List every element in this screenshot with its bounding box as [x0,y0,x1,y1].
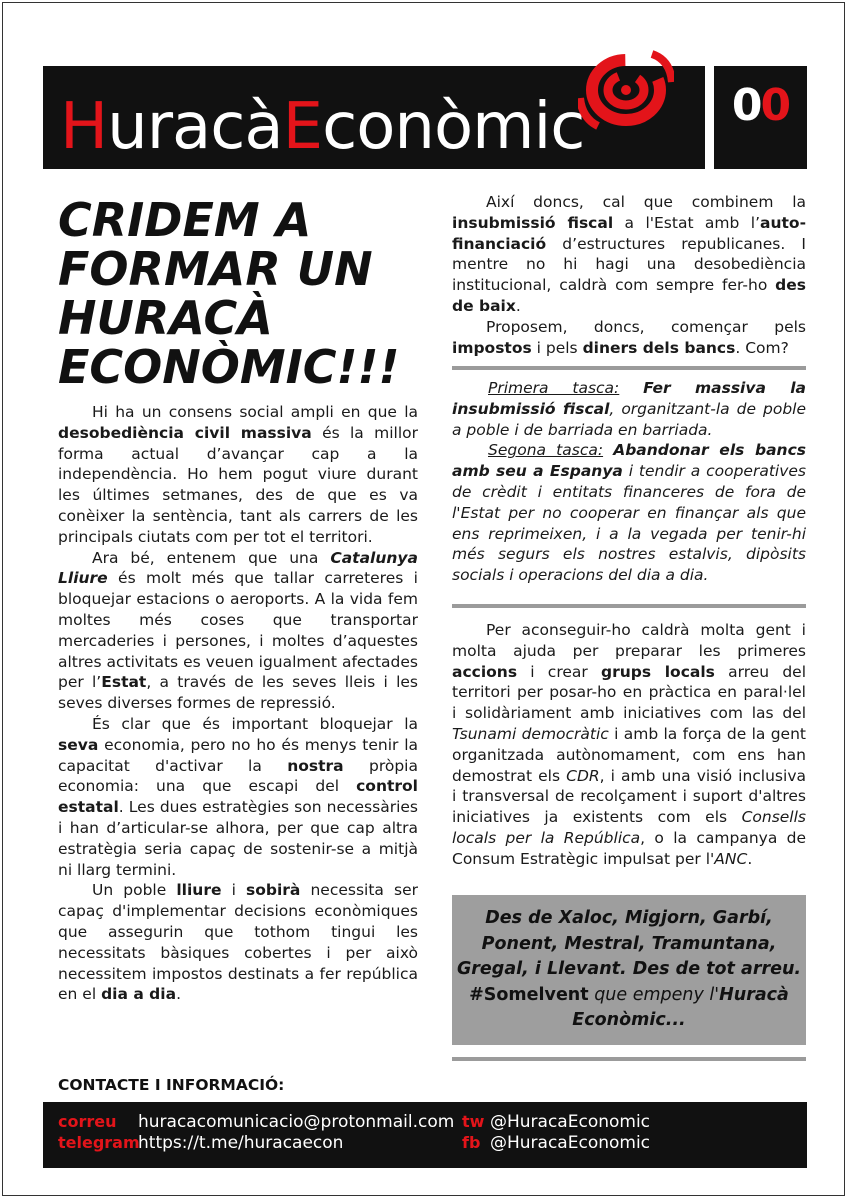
masthead-title [60,92,584,162]
text: Proposem, doncs, començar pels [486,317,806,336]
text: ... [665,1010,686,1030]
text [603,441,613,459]
italic-text: Tsunami democràtic [452,724,609,743]
bold-text: auto-financiació [452,213,807,253]
task-1 [452,378,806,440]
text: pròpia economia: una que escapi del [58,756,418,796]
headline: CRIDEM A FORMAR UN HURACÀ ECONÒMIC!!! [58,193,400,394]
left-paragraph-1 [58,402,418,548]
bold-text: Fer massiva la insubmissió fiscal [452,379,806,418]
bold-text: seva [58,735,99,754]
email-label: correu [58,1112,117,1131]
task-2 [452,440,806,586]
italic-text: ANC [714,849,748,868]
text: Hi ha un consens social ampli en que la [92,403,418,421]
facebook-label: fb [462,1133,481,1152]
right-paragraph-1 [452,192,806,317]
text: que empeny l' [588,984,720,1005]
italic-text: Consells locals per la República [452,808,806,847]
left-paragraph-3 [58,714,418,880]
quote-text [452,906,806,1034]
email-link[interactable]: huracacomunicacio@protonmail.com [138,1112,455,1132]
divider-1 [452,366,806,370]
right-column-closing [452,620,806,870]
text: . Les dues estratègies son necessàries i han d’articular-se alhora, per que cap altra estratègia seria capaç de sostenir-se a mitjà ni llarg termini. [58,798,418,879]
title-part-uraca: uracà [107,90,283,164]
bold-text: Abandonar els bancs amb seu a Espanya [452,441,806,481]
text: . [515,296,521,315]
bold-text: dia a dia [101,985,177,1004]
text: d’estructures republicanes. I mentre no hi hagi una desobediència institucional, caldrà com sempre fer-ho [452,234,806,295]
bold-text: impostos [452,338,532,357]
text: . Com? [735,338,789,357]
twitter-link[interactable]: @HuracaEconomic [490,1112,651,1132]
issue-digit-2: 0 [760,80,790,131]
bold-text: nostra [287,756,344,775]
bold-text: diners dels bancs [582,338,736,357]
text: Per aconseguir-ho caldrà molta gent i molta ajuda per preparar les primeres [452,621,806,660]
bold-text: Huracà Econòmic [572,984,789,1030]
text: , organitzant-la de poble a poble i de barriada en barriada. [452,399,806,439]
text: és molt més que tallar carreteres i bloquejar estacions o aeroports. A la vida fem moltes més coses que transportar mercaderies i persones, i moltes d’aquestes altres activitats es veuen igualment afectades per l’ [58,569,418,692]
text: economia, pero no ho és menys tenir la capacitat d'activar la [58,735,418,775]
telegram-link[interactable]: https://t.me/huracaecon [138,1133,344,1153]
bold-text: grups locals [600,662,715,681]
task-2-label: Segona tasca: [488,441,604,460]
text: . [176,985,181,1004]
text: , a través de les seves lleis i les seves diverses formes de repressió. [58,673,418,713]
text: Així doncs, cal que combinem la [486,193,806,211]
text: És clar que és important bloquejar la [92,714,418,733]
bold-text: control estatal [58,777,418,817]
text: i amb la força de la gent organitzada autònomament, com ens han demostrat els [452,724,806,785]
bold-text: lliure [176,881,222,900]
hurricane-swirl-icon [578,46,674,134]
divider-2 [452,604,806,608]
telegram-label: telegram [58,1133,140,1152]
title-letter-e: E [282,90,323,164]
title-part-economic: conòmic [322,90,585,164]
task-1-label: Primera tasca: [488,379,620,397]
bold-text: Estat [101,673,147,692]
text: necessita ser capaç d'implementar decisions econòmiques que assegurin que tothom tingui les necessitats bàsiques cobertes i per això necessitem impostos destinats a fer república en el [58,881,418,1004]
text: . [747,849,753,868]
text: i [221,881,246,900]
text: és la millor forma actual d’avançar cap a la independència. Ho hem pogut viure durant les últimes setmanes, des de que es va conèixer la sentència, tant als carrers de les principals ciutats com per tot el territori. [58,423,418,546]
twitter-label: tw [462,1112,485,1131]
title-letter-h: H [60,90,108,164]
hashtag: #Somelvent [469,984,589,1005]
text: , o la campanya de Consum Estratègic impulsat per l' [452,828,807,868]
bold-text: sobirà [245,881,301,900]
text: i pels [531,338,583,357]
contact-title: CONTACTE I INFORMACIÓ: [58,1076,285,1094]
text [619,379,643,397]
italic-text: CDR [566,766,600,785]
text: i crear [517,662,601,681]
bold-italic-text: Catalunya Lliure [58,548,418,588]
text: Un poble [92,881,177,900]
text: Ara bé, entenem que una [92,548,331,567]
text: , i amb una visió inclusiva i transversal de recolçament i suport d'altres iniciatives ja existents com els [452,766,806,827]
text: arreu del territori per posar-ho en pràctica en paral·lel i solidàriament amb iniciatives com las del [452,662,806,723]
bold-text: desobediència civil massiva [58,423,312,442]
text: a l'Estat amb l’ [613,213,761,232]
bold-text: des de baix [452,276,806,315]
issue-digit-1: 0 [731,80,761,131]
divider-3 [452,1057,806,1061]
text: Des de Xaloc, Migjorn, Garbí, Ponent, Mestral, Tramuntana, Gregal, i Llevant. Des de tot arreu. [456,908,802,979]
bold-text: accions [452,662,518,681]
right-paragraph-3 [452,620,806,870]
right-paragraph-2 [452,317,806,359]
right-column-tasks [452,378,806,586]
left-paragraph-4 [58,880,418,1005]
facebook-link[interactable]: @HuracaEconomic [490,1133,651,1153]
left-column [58,402,418,1005]
right-column-intro [452,192,806,358]
bold-text: insubmissió fiscal [452,213,614,232]
left-paragraph-2 [58,548,418,714]
text: i tendir a cooperatives de crèdit i entitats financeres de fora de l'Estat per no cooperar en finançar als que ens reprimeixen, i a la vegada per tenir-hi més segurs els nostres estalvis, dipòsits socials i operacions del dia a dia. [452,462,807,585]
issue-number [714,76,807,136]
